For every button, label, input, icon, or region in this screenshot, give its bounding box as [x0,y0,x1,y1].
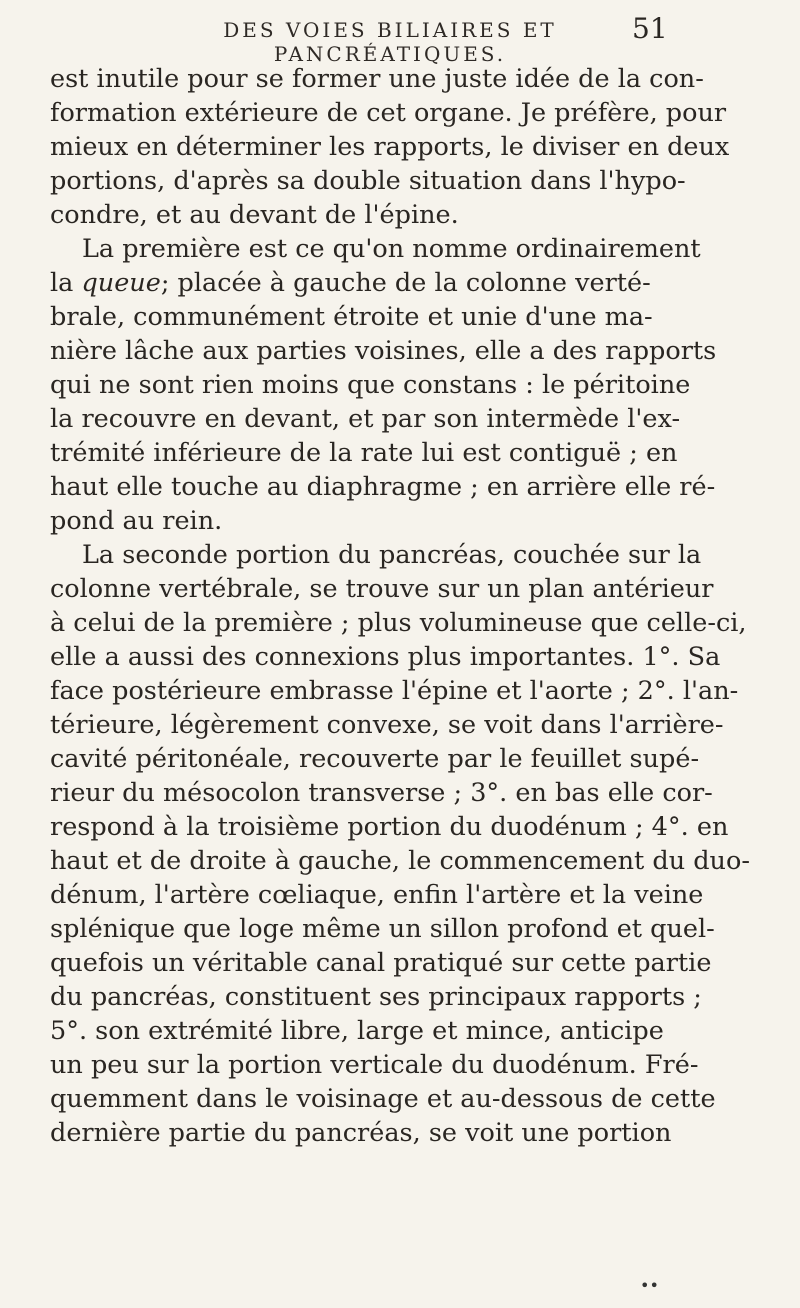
text-line: cavité péritonéale, recouverte par le feuillet supé- [50,744,700,774]
text-line: respond à la troisième portion du duodénum ; 4°. en [50,812,729,842]
text-line: rieur du mésocolon transverse ; 3°. en bas elle cor- [50,778,713,808]
text-line: mieux en déterminer les rapports, le diviser en deux [50,132,730,162]
text-line: portions, d'après sa double situation dans l'hypo- [50,166,686,196]
text-line: condre, et au devant de l'épine. [50,200,459,230]
italic-term: queue [81,268,161,298]
running-title: DES VOIES BILIAIRES ET PANCRÉATIQUES. [223,18,557,66]
text-line: qui ne sont rien moins que constans : le péritoine [50,370,691,400]
text-line: La seconde portion du pancréas, couchée sur la [82,540,702,570]
text-line: colonne vertébrale, se trouve sur un plan antérieur [50,574,714,604]
text-line: un peu sur la portion verticale du duodénum. Fré- [50,1050,699,1080]
page-number: 51 [632,12,668,45]
text-line: est inutile pour se former une juste idée de la con- [50,64,704,94]
text-line: la recouvre en devant, et par son intermède l'ex- [50,404,681,434]
text-line: haut et de droite à gauche, le commencement du duo- [50,846,750,876]
text-line: dénum, l'artère cœliaque, enfin l'artère et la veine [50,880,704,910]
text-line: pond au rein. [50,506,223,536]
text-line: haut elle touche au diaphragme ; en arrière elle ré- [50,472,716,502]
text-line: dernière partie du pancréas, se voit une portion [50,1118,672,1148]
text-line: brale, communément étroite et unie d'une ma- [50,302,653,332]
text-line: splénique que loge même un sillon profond et quel- [50,914,715,944]
text-line: formation extérieure de cet organe. Je préfère, pour [50,98,727,128]
text-line: quefois un véritable canal pratiqué sur cette partie [50,948,712,978]
text-line: quemment dans le voisinage et au-dessous de cette [50,1084,716,1114]
text-line-italic: la queue; placée à gauche de la colonne verté- [50,268,651,298]
text-line: face postérieure embrasse l'épine et l'aorte ; 2°. l'an- [50,676,739,706]
text-line: trémité inférieure de la rate lui est contiguë ; en [50,438,678,468]
text-line: La première est ce qu'on nomme ordinairement [82,234,701,264]
text-line: térieure, légèrement convexe, se voit dans l'arrière- [50,710,724,740]
footer-mark: •• [640,1276,659,1295]
text-line: nière lâche aux parties voisines, elle a des rapports [50,336,717,366]
text-line: 5°. son extrémité libre, large et mince, anticipe [50,1016,664,1046]
text-line: elle a aussi des connexions plus importantes. 1°. Sa [50,642,721,672]
text-line: à celui de la première ; plus volumineuse que celle-ci, [50,608,747,638]
text-line: du pancréas, constituent ses principaux rapports ; [50,982,702,1012]
text-body [50,62,795,1150]
